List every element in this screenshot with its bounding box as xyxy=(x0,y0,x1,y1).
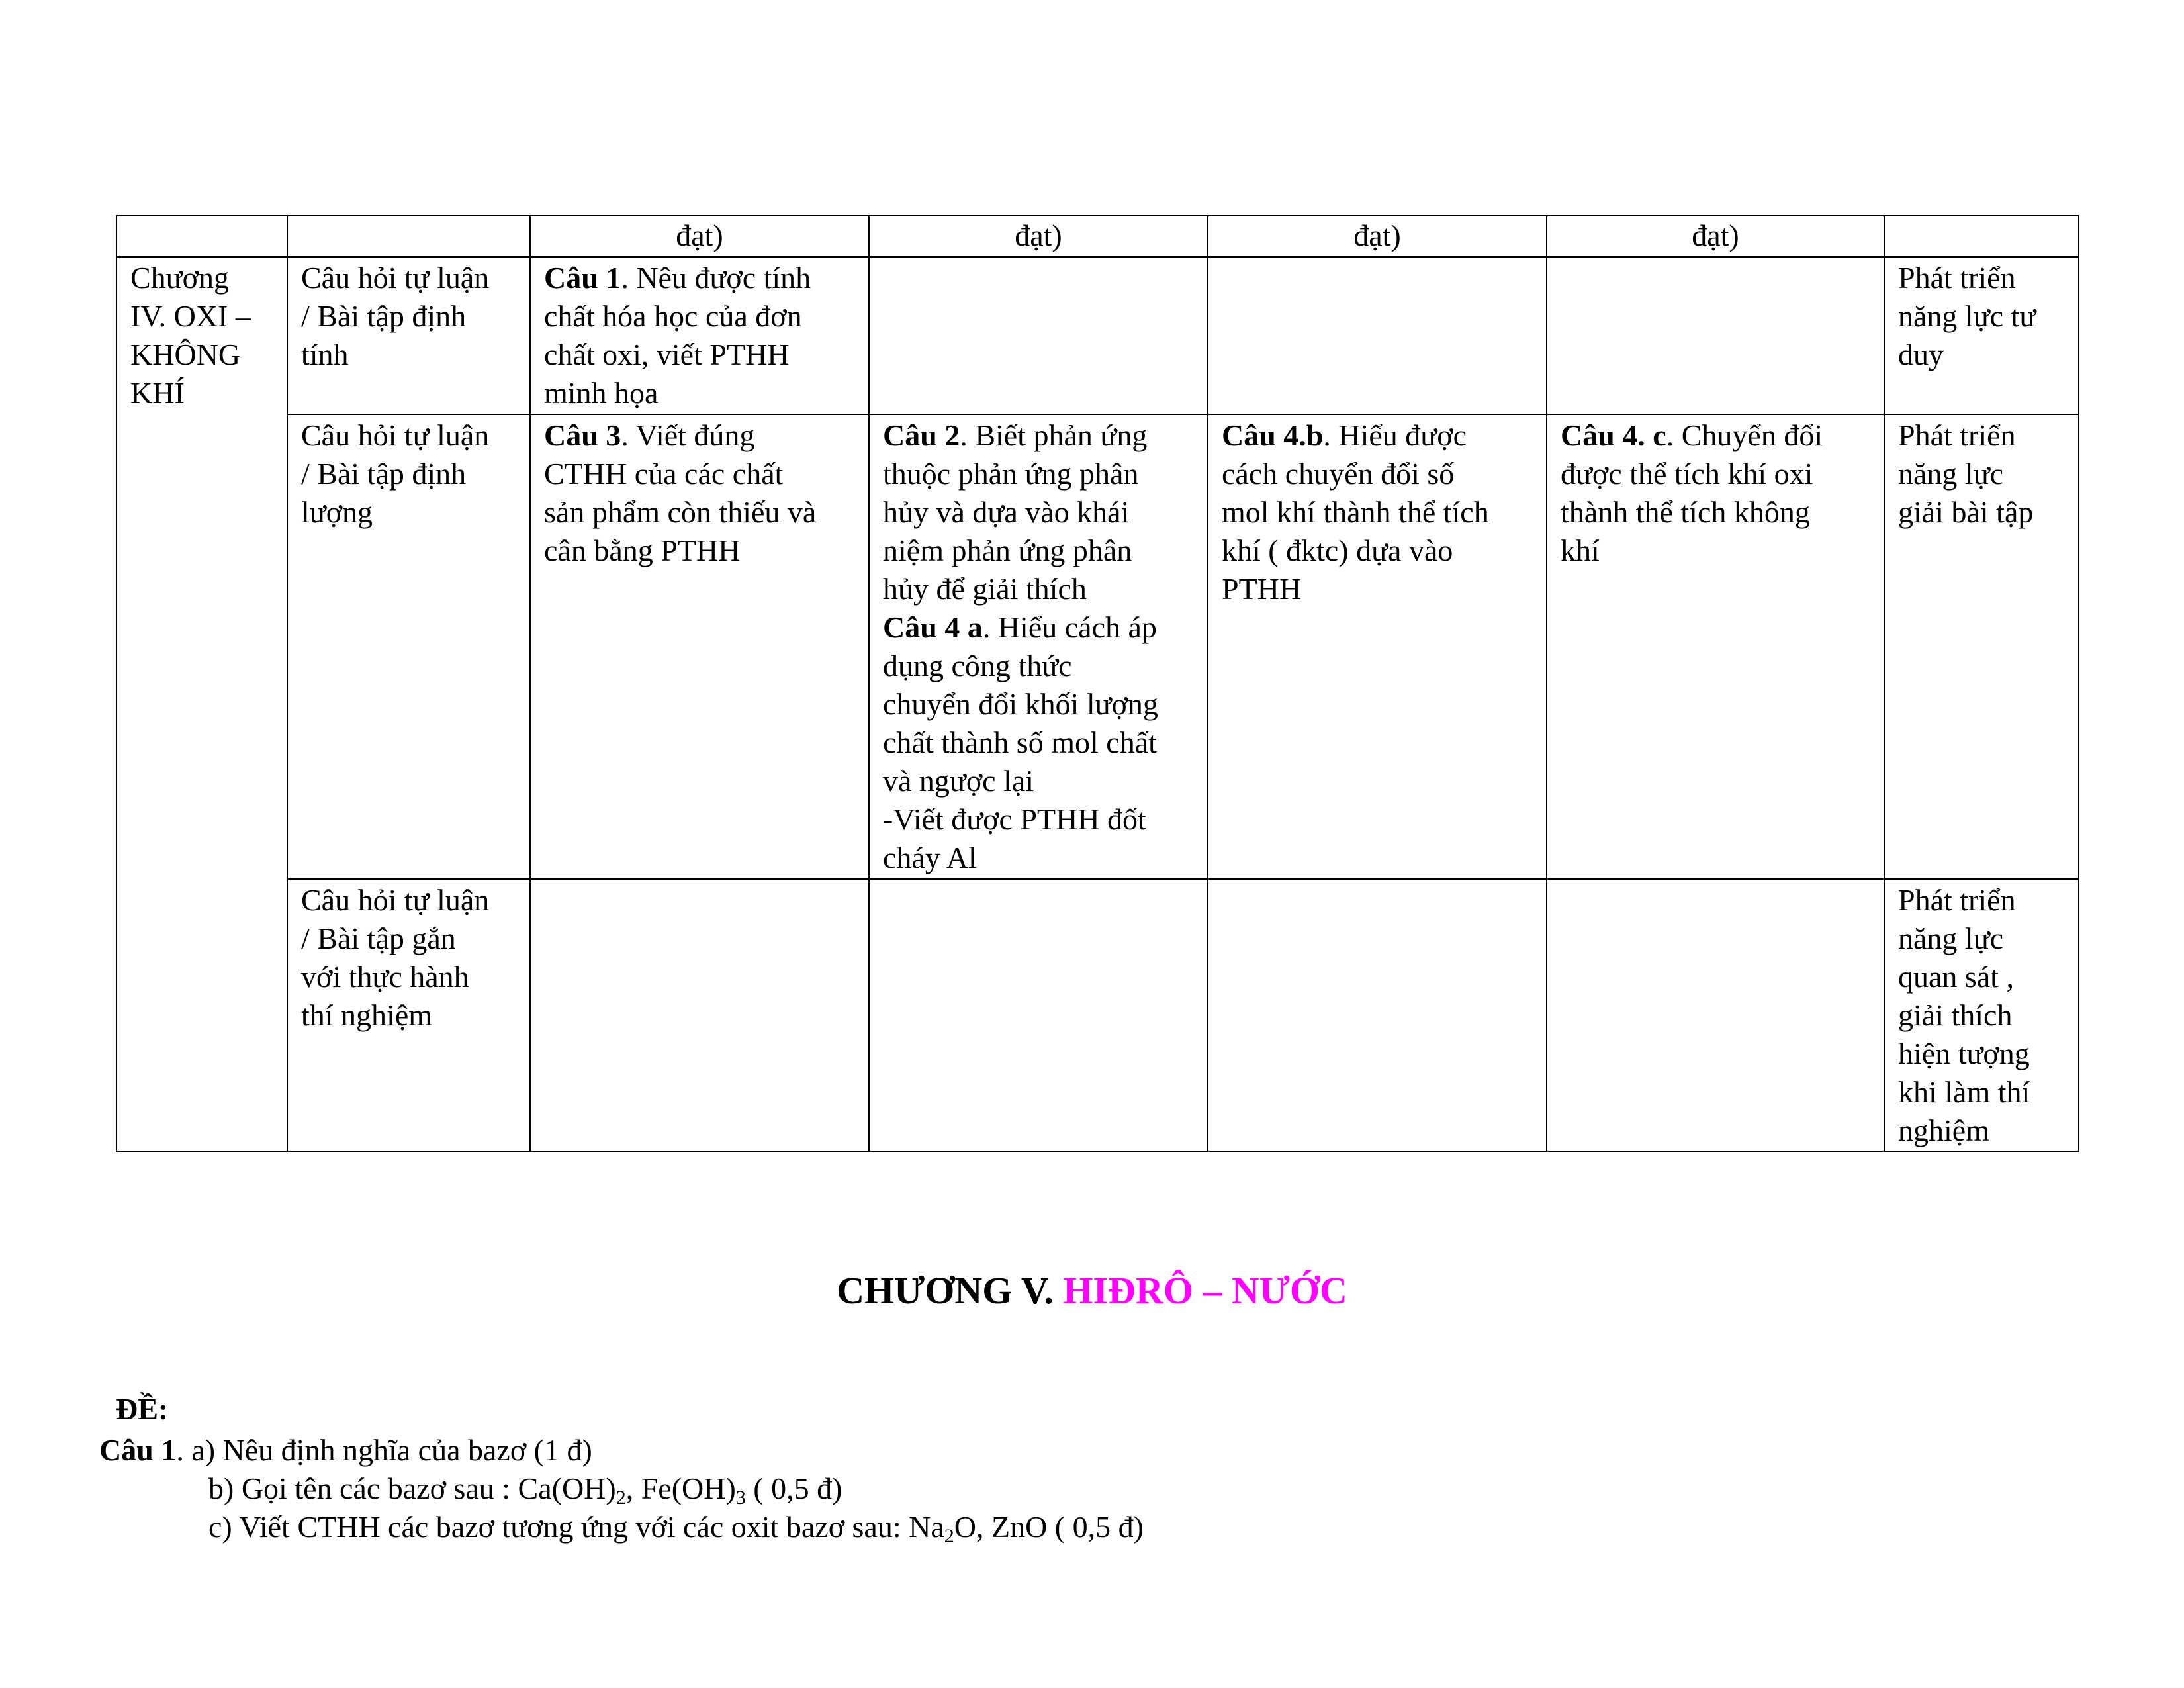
understanding-cell xyxy=(869,414,1208,879)
high-application-cell xyxy=(1547,414,1884,879)
question-type-cell xyxy=(287,257,530,414)
question-1 xyxy=(99,1431,592,1470)
cell-line: chất oxi, viết PTHH xyxy=(544,338,790,371)
table-row xyxy=(116,414,2079,879)
cell-line: quan sát , xyxy=(1898,960,2015,994)
question-label: Câu 3 xyxy=(544,418,621,452)
type-line: / Bài tập định xyxy=(301,457,467,491)
cell-line: sản phẩm còn thiếu và xyxy=(544,495,817,529)
header-cell xyxy=(1884,216,2079,257)
type-line: / Bài tập định xyxy=(301,299,467,333)
cell-line: thành thể tích không xyxy=(1561,495,1810,529)
cell-line: minh họa xyxy=(544,376,659,410)
question-label: Câu 4 a xyxy=(883,610,983,644)
subscript: 2 xyxy=(944,1525,954,1547)
cell-line xyxy=(883,416,1194,455)
cell-text: . Biết phản ứng xyxy=(960,418,1148,452)
application-cell xyxy=(1208,257,1547,414)
cell-line: và ngược lại xyxy=(883,764,1034,798)
cell-line: khí ( đktc) dựa vào xyxy=(1222,534,1453,567)
chapter-line: IV. OXI – xyxy=(130,299,251,333)
type-line: với thực hành xyxy=(301,960,469,994)
subscript: 3 xyxy=(735,1487,746,1509)
competency-matrix-table xyxy=(116,215,2079,1152)
cell-line: mol khí thành thể tích xyxy=(1222,495,1489,529)
cell-line: năng lực xyxy=(1898,921,2004,955)
question-label: Câu 1 xyxy=(99,1433,177,1467)
high-application-cell xyxy=(1547,257,1884,414)
competency-cell xyxy=(1884,414,2079,879)
subscript: 2 xyxy=(615,1487,626,1509)
type-line: Câu hỏi tự luận xyxy=(301,883,490,917)
table-row xyxy=(116,879,2079,1152)
cell-line: được thể tích khí oxi xyxy=(1561,457,1813,491)
question-label: Câu 2 xyxy=(883,418,960,452)
chapter-heading-accent: HIĐRÔ – NƯỚC xyxy=(1063,1269,1347,1312)
cell-line: cháy Al xyxy=(883,841,977,874)
question-1a-text: . a) Nêu định nghĩa của bazơ (1 đ) xyxy=(176,1433,592,1467)
cell-line: -Viết được PTHH đốt xyxy=(883,802,1146,836)
question-type-cell xyxy=(287,414,530,879)
understanding-cell xyxy=(869,257,1208,414)
table-header-row xyxy=(116,216,2079,257)
cell-text: . Hiểu được xyxy=(1323,418,1467,452)
cell-text: . Chuyển đổi xyxy=(1666,418,1823,452)
question-1c xyxy=(208,1508,1144,1546)
question-1c-text: O, ZnO ( 0,5 đ) xyxy=(954,1510,1144,1544)
exam-heading: ĐỀ: xyxy=(116,1392,169,1426)
cell-line: duy xyxy=(1898,338,1944,371)
cell-line: PTHH xyxy=(1222,572,1302,606)
question-1b-text: , Fe(OH) xyxy=(625,1472,736,1505)
recognition-cell xyxy=(530,257,869,414)
cell-line xyxy=(883,608,1194,647)
cell-line: chất thành số mol chất xyxy=(883,726,1157,759)
cell-line xyxy=(544,259,855,297)
type-line: tính xyxy=(301,338,349,371)
type-line: thí nghiệm xyxy=(301,998,433,1032)
cell-line xyxy=(544,416,855,455)
header-cell xyxy=(287,216,530,257)
competency-cell xyxy=(1884,879,2079,1152)
header-cell: đạt) xyxy=(869,216,1208,257)
question-1c-text: c) Viết CTHH các bazơ tương ứng với các oxit bazơ sau: Na xyxy=(208,1510,944,1544)
type-line: Câu hỏi tự luận xyxy=(301,418,490,452)
cell-line: CTHH của các chất xyxy=(544,457,784,491)
cell-line: giải thích xyxy=(1898,998,2013,1032)
cell-line: khí xyxy=(1561,534,1600,567)
cell-line: năng lực xyxy=(1898,457,2004,491)
cell-line: cách chuyển đổi số xyxy=(1222,457,1455,491)
question-label: Câu 4. c xyxy=(1561,418,1666,452)
cell-line: thuộc phản ứng phân xyxy=(883,457,1139,491)
cell-line: hiện tượng xyxy=(1898,1037,2030,1070)
cell-line: nghiệm xyxy=(1898,1113,1989,1147)
question-1b-text: ( 0,5 đ) xyxy=(745,1472,842,1505)
type-line: Câu hỏi tự luận xyxy=(301,261,490,295)
recognition-cell xyxy=(530,879,869,1152)
table-row xyxy=(116,257,2079,414)
cell-line: chuyển đổi khối lượng xyxy=(883,687,1158,721)
cell-line: năng lực tư xyxy=(1898,299,2036,333)
cell-line xyxy=(1222,416,1533,455)
cell-line: khi làm thí xyxy=(1898,1075,2030,1109)
header-cell xyxy=(116,216,287,257)
chapter-line: KHÔNG xyxy=(130,338,241,371)
header-cell: đạt) xyxy=(1208,216,1547,257)
cell-line: cân bằng PTHH xyxy=(544,534,741,567)
high-application-cell xyxy=(1547,879,1884,1152)
cell-line xyxy=(1561,416,1870,455)
question-type-cell xyxy=(287,879,530,1152)
application-cell xyxy=(1208,879,1547,1152)
question-label: Câu 4.b xyxy=(1222,418,1324,452)
cell-line: Phát triển xyxy=(1898,261,2016,295)
cell-text: . Hiểu cách áp xyxy=(982,610,1157,644)
question-1b-text: b) Gọi tên các bazơ sau : Ca(OH) xyxy=(208,1472,616,1505)
type-line: lượng xyxy=(301,495,373,529)
cell-line: niệm phản ứng phân xyxy=(883,534,1132,567)
cell-line: dụng công thức xyxy=(883,649,1072,682)
chapter-cell xyxy=(116,257,287,1152)
competency-cell xyxy=(1884,257,2079,414)
question-label: Câu 1 xyxy=(544,261,621,295)
chapter-line: Chương xyxy=(130,261,229,295)
cell-line: hủy và dựa vào khái xyxy=(883,495,1130,529)
cell-line: hủy để giải thích xyxy=(883,572,1087,606)
type-line: / Bài tập gắn xyxy=(301,921,456,955)
application-cell xyxy=(1208,414,1547,879)
header-cell: đạt) xyxy=(1547,216,1884,257)
cell-text: . Viết đúng xyxy=(621,418,755,452)
chapter-line: KHÍ xyxy=(130,376,185,410)
recognition-cell xyxy=(530,414,869,879)
cell-line: chất hóa học của đơn xyxy=(544,299,802,333)
cell-text: . Nêu được tính xyxy=(621,261,811,295)
header-cell: đạt) xyxy=(530,216,869,257)
chapter-heading-prefix: CHƯƠNG V. xyxy=(837,1269,1064,1312)
question-1b xyxy=(208,1470,842,1508)
cell-line: Phát triển xyxy=(1898,418,2016,452)
cell-line: giải bài tập xyxy=(1898,495,2034,529)
cell-line: Phát triển xyxy=(1898,883,2016,917)
chapter-heading xyxy=(0,1268,2184,1314)
understanding-cell xyxy=(869,879,1208,1152)
